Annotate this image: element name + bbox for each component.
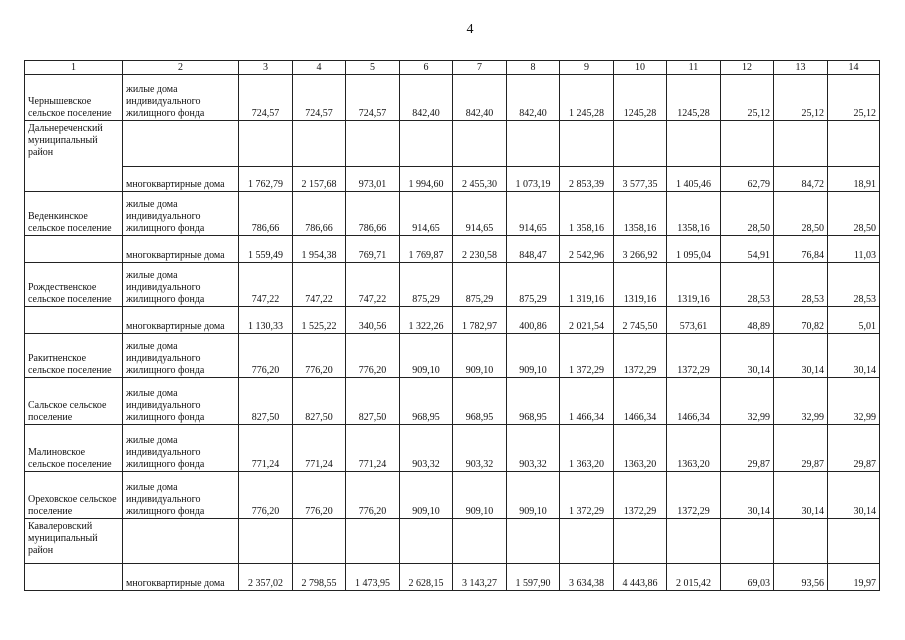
table-row [25,263,880,307]
value-cell [667,121,721,167]
row-name: Веденкинское сельское поселение [25,192,123,236]
table-row [25,334,880,378]
value-cell: 573,61 [667,307,721,334]
value-cell: 28,53 [828,263,880,307]
value-cell: 29,87 [721,425,774,472]
value-cell [774,519,828,564]
value-cell [293,121,346,167]
value-cell: 1358,16 [667,192,721,236]
value-cell [239,121,293,167]
row-name: Кавалеровский муниципальный район [25,519,123,564]
column-header: 9 [560,61,614,75]
value-cell [400,519,453,564]
value-cell: 30,14 [828,334,880,378]
value-cell: 2 853,39 [560,167,614,192]
value-cell: 30,14 [774,334,828,378]
value-cell: 1 372,29 [560,472,614,519]
value-cell: 1372,29 [614,334,667,378]
value-cell: 18,91 [828,167,880,192]
value-cell [828,519,880,564]
row-housing-type: жилые дома индивидуального жилищного фонда [123,425,239,472]
value-cell: 747,22 [346,263,400,307]
value-cell: 28,50 [828,192,880,236]
table-row [25,307,880,334]
row-name: Дальнереченский муниципальный район [25,121,123,167]
value-cell: 11,03 [828,236,880,263]
column-header: 5 [346,61,400,75]
value-cell: 1 525,22 [293,307,346,334]
value-cell: 1 466,34 [560,378,614,425]
value-cell: 32,99 [721,378,774,425]
value-cell [828,121,880,167]
value-cell: 400,86 [507,307,560,334]
value-cell: 2 542,96 [560,236,614,263]
value-cell [614,519,667,564]
value-cell: 909,10 [400,334,453,378]
table-row [25,425,880,472]
row-housing-type: многоквартирные дома [123,307,239,334]
value-cell: 1466,34 [614,378,667,425]
row-name: Сальское сельское поселение [25,378,123,425]
row-name [25,167,123,192]
value-cell: 1 130,33 [239,307,293,334]
value-cell: 914,65 [507,192,560,236]
column-header: 14 [828,61,880,75]
value-cell: 84,72 [774,167,828,192]
value-cell: 2 357,02 [239,564,293,591]
row-housing-type: многоквартирные дома [123,167,239,192]
row-name: Рождественское сельское поселение [25,263,123,307]
value-cell: 2 157,68 [293,167,346,192]
value-cell: 776,20 [346,334,400,378]
row-housing-type: жилые дома индивидуального жилищного фонда [123,334,239,378]
table-row [25,167,880,192]
value-cell: 30,14 [774,472,828,519]
value-cell: 1 405,46 [667,167,721,192]
value-cell: 3 577,35 [614,167,667,192]
value-cell [346,519,400,564]
value-cell: 3 634,38 [560,564,614,591]
table-row [25,519,880,564]
value-cell: 827,50 [346,378,400,425]
value-cell: 30,14 [828,472,880,519]
value-cell: 1466,34 [667,378,721,425]
value-cell: 909,10 [453,472,507,519]
table-row [25,192,880,236]
value-cell: 769,71 [346,236,400,263]
value-cell [560,519,614,564]
row-name [25,564,123,591]
table-row [25,236,880,263]
value-cell: 1 597,90 [507,564,560,591]
value-cell: 1 095,04 [667,236,721,263]
value-cell: 28,53 [774,263,828,307]
value-cell: 724,57 [346,75,400,121]
value-cell: 25,12 [721,75,774,121]
value-cell: 32,99 [828,378,880,425]
row-housing-type: жилые дома индивидуального жилищного фонда [123,472,239,519]
row-name: Ракитненское сельское поселение [25,334,123,378]
value-cell: 1 319,16 [560,263,614,307]
value-cell: 2 628,15 [400,564,453,591]
value-cell: 2 021,54 [560,307,614,334]
value-cell: 62,79 [721,167,774,192]
value-cell: 909,10 [400,472,453,519]
value-cell [346,121,400,167]
value-cell: 903,32 [453,425,507,472]
value-cell: 70,82 [774,307,828,334]
value-cell: 30,14 [721,334,774,378]
table-row [25,75,880,121]
value-cell: 3 266,92 [614,236,667,263]
value-cell: 875,29 [507,263,560,307]
column-header: 6 [400,61,453,75]
value-cell: 1245,28 [667,75,721,121]
value-cell: 3 143,27 [453,564,507,591]
value-cell: 747,22 [293,263,346,307]
value-cell: 776,20 [239,472,293,519]
value-cell: 28,50 [721,192,774,236]
value-cell: 93,56 [774,564,828,591]
header-row [25,61,880,75]
column-header: 8 [507,61,560,75]
value-cell: 909,10 [507,472,560,519]
value-cell: 30,14 [721,472,774,519]
value-cell: 909,10 [453,334,507,378]
value-cell: 747,22 [239,263,293,307]
value-cell [453,121,507,167]
value-cell: 54,91 [721,236,774,263]
value-cell: 28,50 [774,192,828,236]
value-cell [667,519,721,564]
value-cell: 771,24 [293,425,346,472]
value-cell: 968,95 [507,378,560,425]
row-name [25,307,123,334]
value-cell: 28,53 [721,263,774,307]
value-cell: 724,57 [293,75,346,121]
row-housing-type: многоквартирные дома [123,564,239,591]
row-housing-type [123,121,239,167]
value-cell: 848,47 [507,236,560,263]
column-header: 1 [25,61,123,75]
value-cell: 1319,16 [614,263,667,307]
value-cell: 29,87 [774,425,828,472]
value-cell [293,519,346,564]
column-header: 7 [453,61,507,75]
value-cell: 1 358,16 [560,192,614,236]
row-name: Ореховское сельское поселение [25,472,123,519]
value-cell: 875,29 [453,263,507,307]
row-housing-type [123,519,239,564]
value-cell: 1319,16 [667,263,721,307]
value-cell: 827,50 [293,378,346,425]
value-cell: 2 798,55 [293,564,346,591]
column-header: 12 [721,61,774,75]
value-cell: 1372,29 [667,334,721,378]
value-cell: 1 372,29 [560,334,614,378]
column-header: 10 [614,61,667,75]
row-housing-type: жилые дома индивидуального жилищного фонда [123,378,239,425]
value-cell [507,121,560,167]
table-row [25,564,880,591]
value-cell: 5,01 [828,307,880,334]
value-cell [239,519,293,564]
value-cell: 1 782,97 [453,307,507,334]
value-cell: 827,50 [239,378,293,425]
value-cell: 2 230,58 [453,236,507,263]
value-cell: 1 245,28 [560,75,614,121]
value-cell: 1 559,49 [239,236,293,263]
value-cell: 19,97 [828,564,880,591]
page-number: 4 [466,22,474,37]
value-cell: 842,40 [453,75,507,121]
value-cell: 875,29 [400,263,453,307]
value-cell [507,519,560,564]
column-header: 3 [239,61,293,75]
value-cell: 1 954,38 [293,236,346,263]
row-name [25,236,123,263]
value-cell: 914,65 [453,192,507,236]
value-cell [721,121,774,167]
value-cell [560,121,614,167]
column-header: 13 [774,61,828,75]
value-cell: 29,87 [828,425,880,472]
row-name: Малиновское сельское поселение [25,425,123,472]
value-cell: 903,32 [400,425,453,472]
value-cell: 1 994,60 [400,167,453,192]
value-cell: 1 473,95 [346,564,400,591]
value-cell: 1363,20 [667,425,721,472]
row-housing-type: жилые дома индивидуального жилищного фонда [123,192,239,236]
value-cell: 776,20 [293,472,346,519]
value-cell: 1372,29 [667,472,721,519]
tariff-table [24,60,880,591]
value-cell: 842,40 [400,75,453,121]
value-cell: 786,66 [346,192,400,236]
value-cell [400,121,453,167]
value-cell [774,121,828,167]
value-cell: 1245,28 [614,75,667,121]
column-header: 11 [667,61,721,75]
value-cell: 771,24 [346,425,400,472]
value-cell: 1 762,79 [239,167,293,192]
value-cell: 48,89 [721,307,774,334]
value-cell [453,519,507,564]
value-cell: 968,95 [400,378,453,425]
value-cell: 909,10 [507,334,560,378]
value-cell: 25,12 [828,75,880,121]
value-cell: 1 322,26 [400,307,453,334]
value-cell: 724,57 [239,75,293,121]
value-cell: 2 745,50 [614,307,667,334]
value-cell: 76,84 [774,236,828,263]
row-housing-type: многоквартирные дома [123,236,239,263]
value-cell: 2 455,30 [453,167,507,192]
value-cell: 2 015,42 [667,564,721,591]
value-cell: 25,12 [774,75,828,121]
value-cell: 1363,20 [614,425,667,472]
value-cell: 771,24 [239,425,293,472]
row-housing-type: жилые дома индивидуального жилищного фонда [123,263,239,307]
table-row [25,121,880,167]
value-cell: 32,99 [774,378,828,425]
column-header: 4 [293,61,346,75]
value-cell: 914,65 [400,192,453,236]
value-cell: 842,40 [507,75,560,121]
column-header: 2 [123,61,239,75]
row-name: Чернышевское сельское поселение [25,75,123,121]
value-cell [721,519,774,564]
value-cell: 776,20 [239,334,293,378]
value-cell: 1 363,20 [560,425,614,472]
value-cell: 776,20 [346,472,400,519]
value-cell: 1 769,87 [400,236,453,263]
value-cell: 340,56 [346,307,400,334]
value-cell: 776,20 [293,334,346,378]
value-cell: 4 443,86 [614,564,667,591]
value-cell: 786,66 [239,192,293,236]
value-cell: 786,66 [293,192,346,236]
value-cell: 973,01 [346,167,400,192]
row-housing-type: жилые дома индивидуального жилищного фонда [123,75,239,121]
value-cell: 69,03 [721,564,774,591]
value-cell: 1358,16 [614,192,667,236]
value-cell: 903,32 [507,425,560,472]
value-cell: 1 073,19 [507,167,560,192]
value-cell: 1372,29 [614,472,667,519]
value-cell: 968,95 [453,378,507,425]
table-row [25,378,880,425]
table-row [25,472,880,519]
value-cell [614,121,667,167]
